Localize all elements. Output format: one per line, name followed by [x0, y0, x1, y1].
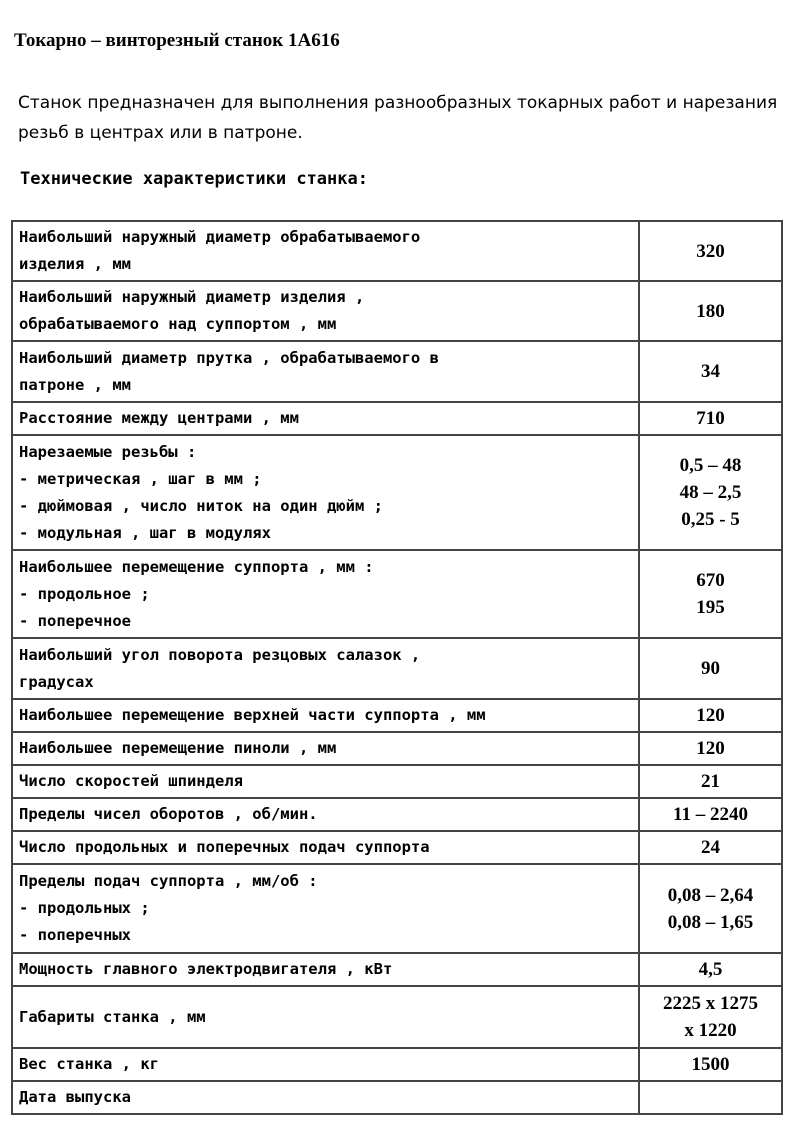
- table-row: [12, 435, 782, 550]
- table-row: [12, 765, 782, 798]
- spec-value: 710: [639, 402, 782, 435]
- spec-value: 90: [639, 638, 782, 699]
- spec-param: Наибольший угол поворота резцовых салазок , градусах: [12, 638, 639, 699]
- table-row: [12, 986, 782, 1048]
- spec-param: Нарезаемые резьбы : - метрическая , шаг в мм ; - дюймовая , число ниток на один дюйм ; - модульная , шаг в модулях: [12, 435, 639, 550]
- table-row: [12, 221, 782, 281]
- spec-value: 120: [639, 699, 782, 732]
- spec-param: Наибольший наружный диаметр изделия , обрабатываемого над суппортом , мм: [12, 281, 639, 341]
- document-title: Токарно – винторезный станок 1А616: [14, 30, 340, 51]
- spec-param: Пределы чисел оборотов , об/мин.: [12, 798, 639, 831]
- table-row: [12, 1081, 782, 1114]
- spec-value: 120: [639, 732, 782, 765]
- table-row: [12, 1048, 782, 1081]
- spec-value: 320: [639, 221, 782, 281]
- spec-param: Число скоростей шпинделя: [12, 765, 639, 798]
- specs-table: [11, 220, 783, 1115]
- spec-param: Наибольший наружный диаметр обрабатываемого изделия , мм: [12, 221, 639, 281]
- spec-value: 2225 х 1275 х 1220: [639, 986, 782, 1048]
- spec-value: 180: [639, 281, 782, 341]
- spec-param: Габариты станка , мм: [12, 986, 639, 1048]
- spec-param: Вес станка , кг: [12, 1048, 639, 1081]
- table-row: [12, 864, 782, 953]
- table-row: [12, 953, 782, 986]
- table-row: [12, 831, 782, 864]
- spec-param: Число продольных и поперечных подач суппорта: [12, 831, 639, 864]
- spec-value: 670 195: [639, 550, 782, 638]
- spec-value: 21: [639, 765, 782, 798]
- spec-param: Расстояние между центрами , мм: [12, 402, 639, 435]
- table-row: [12, 550, 782, 638]
- table-row: [12, 638, 782, 699]
- table-row: [12, 341, 782, 402]
- specs-heading: Технические характеристики станка:: [20, 169, 368, 189]
- table-row: [12, 699, 782, 732]
- spec-value: 11 – 2240: [639, 798, 782, 831]
- table-row: [12, 732, 782, 765]
- spec-param: Дата выпуска: [12, 1081, 639, 1114]
- table-row: [12, 798, 782, 831]
- spec-value: 0,5 – 48 48 – 2,5 0,25 - 5: [639, 435, 782, 550]
- spec-value: 1500: [639, 1048, 782, 1081]
- spec-param: Пределы подач суппорта , мм/об : - продольных ; - поперечных: [12, 864, 639, 953]
- spec-param: Мощность главного электродвигателя , кВт: [12, 953, 639, 986]
- table-row: [12, 402, 782, 435]
- spec-value: 4,5: [639, 953, 782, 986]
- spec-value: 24: [639, 831, 782, 864]
- spec-value: 34: [639, 341, 782, 402]
- spec-param: Наибольшее перемещение верхней части суппорта , мм: [12, 699, 639, 732]
- spec-value: 0,08 – 2,64 0,08 – 1,65: [639, 864, 782, 953]
- spec-value: [639, 1081, 782, 1114]
- table-row: [12, 281, 782, 341]
- spec-param: Наибольший диаметр прутка , обрабатываемого в патроне , мм: [12, 341, 639, 402]
- spec-param: Наибольшее перемещение суппорта , мм : - продольное ; - поперечное: [12, 550, 639, 638]
- intro-paragraph: Станок предназначен для выполнения разнообразных токарных работ и нарезания резьб в центрах или в патроне.: [18, 93, 778, 143]
- spec-param: Наибольшее перемещение пиноли , мм: [12, 732, 639, 765]
